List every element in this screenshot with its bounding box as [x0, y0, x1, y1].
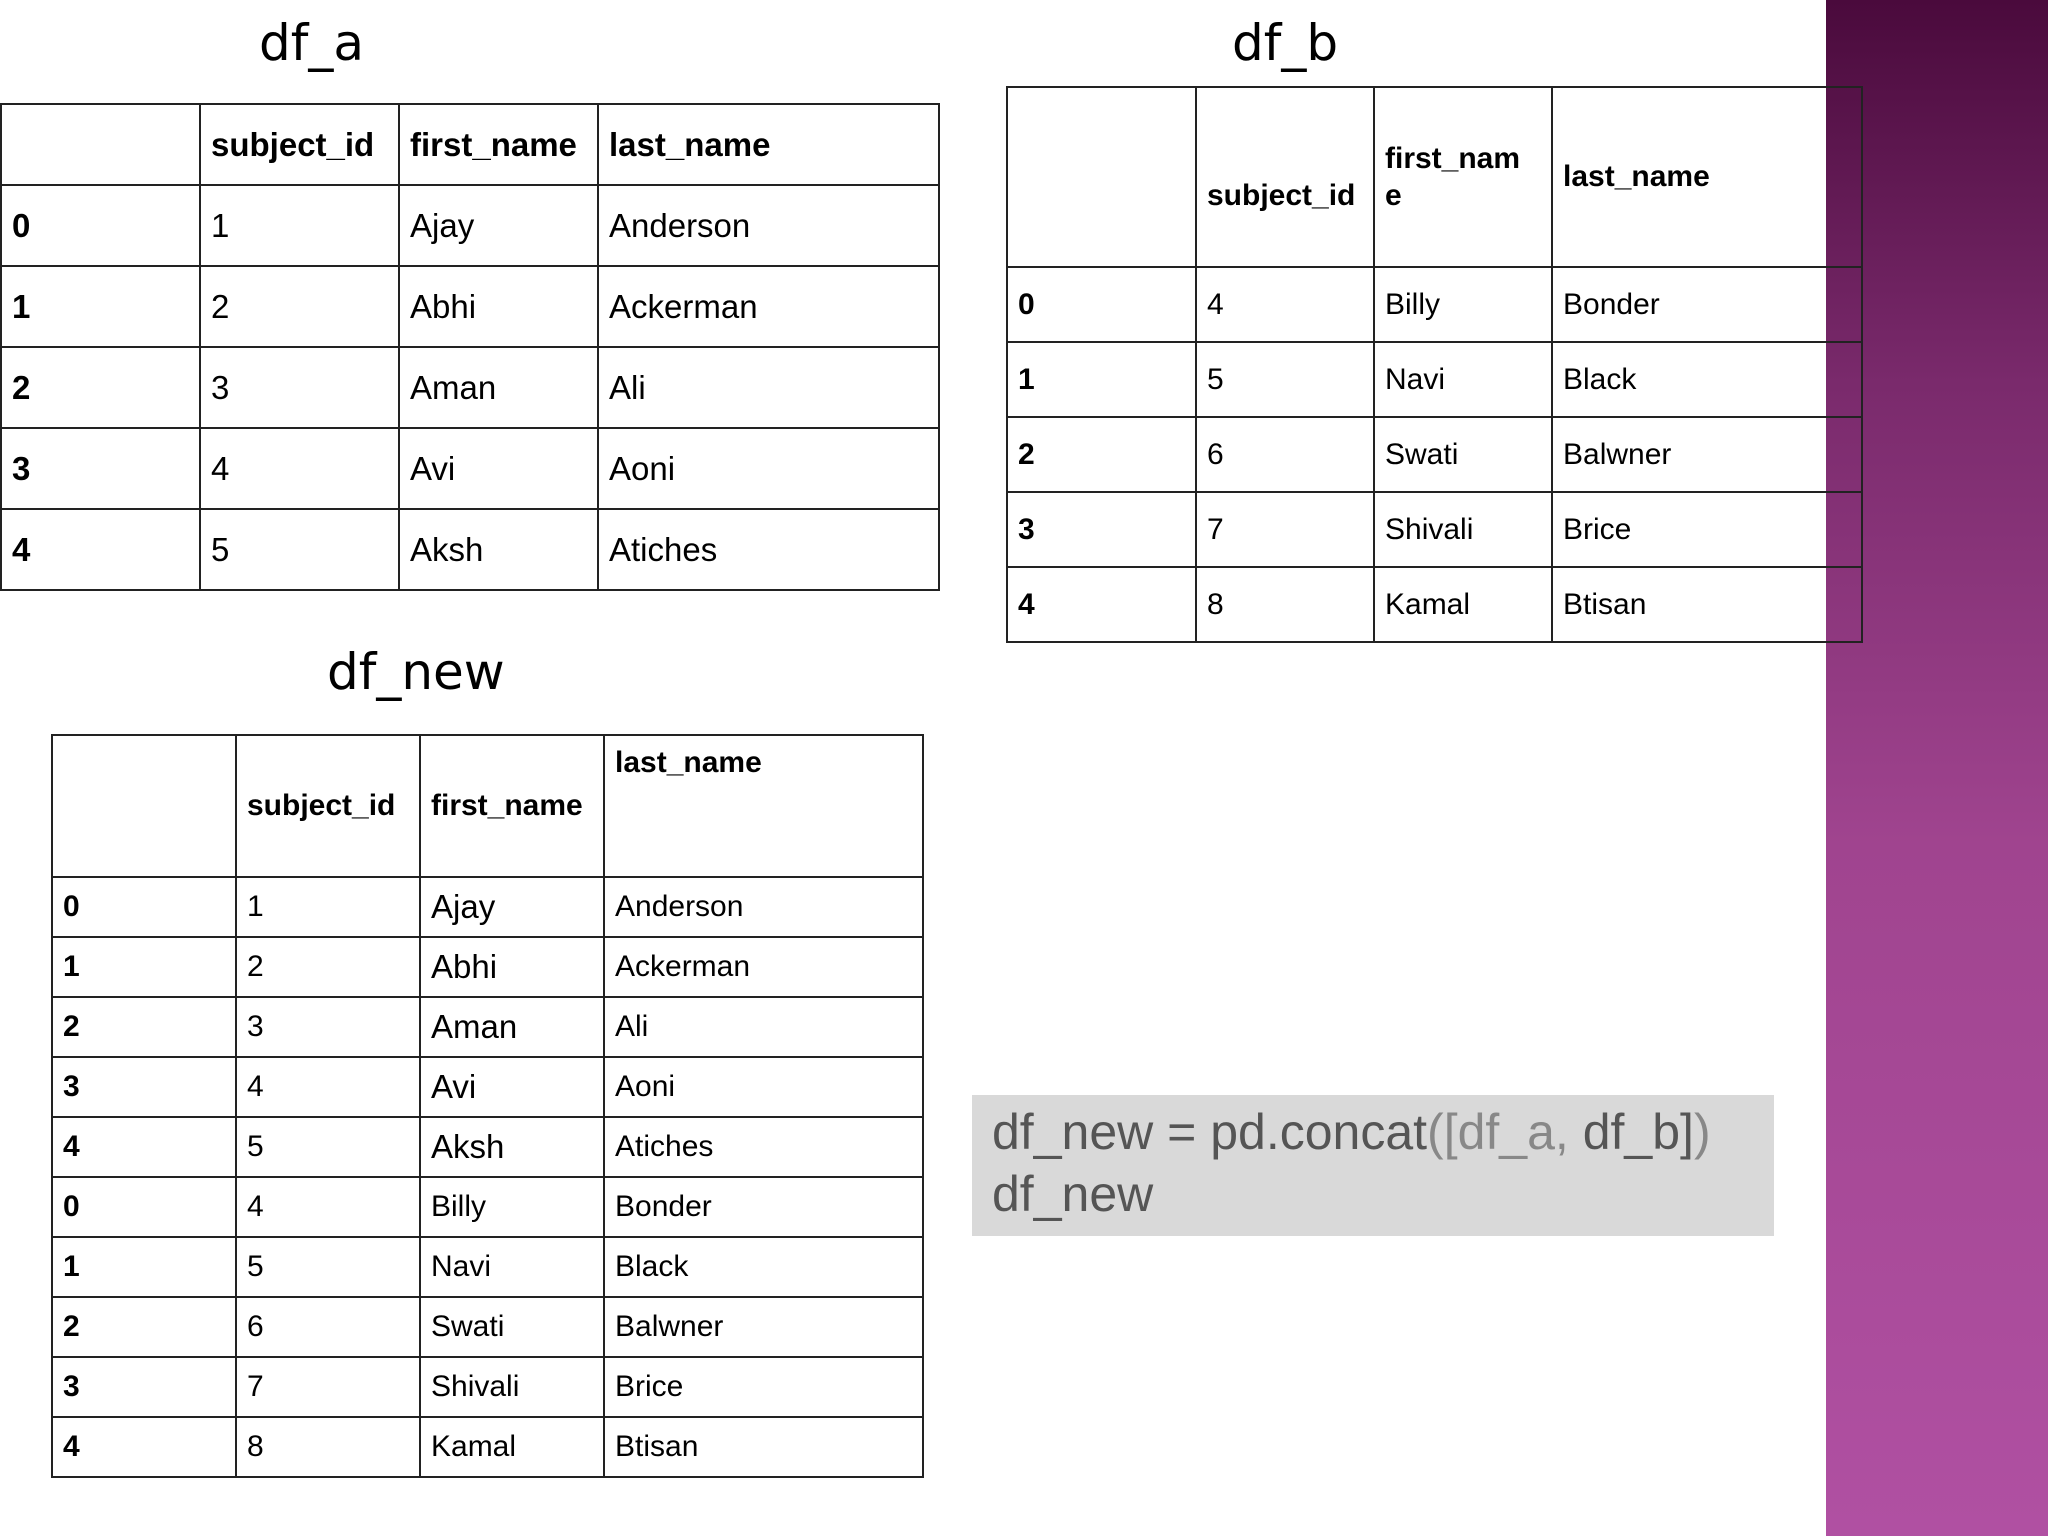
cell-subject-id: 7 [236, 1357, 420, 1417]
df-a-table [0, 103, 940, 591]
cell-last-name: Ali [598, 347, 939, 428]
cell-first-name: Swati [1374, 417, 1552, 492]
cell-subject-id: 3 [236, 997, 420, 1057]
cell-subject-id: 4 [236, 1177, 420, 1237]
header-subject-id: subject_id [200, 104, 399, 185]
cell-last-name: Aoni [604, 1057, 923, 1117]
cell-first-name: Abhi [420, 937, 604, 997]
code-line-2: df_new [992, 1166, 1154, 1222]
header-first-name: first_nam e [1374, 87, 1552, 267]
cell-first-name: Avi [399, 428, 598, 509]
table-row [1, 266, 939, 347]
cell-subject-id: 5 [236, 1237, 420, 1297]
cell-last-name: Ali [604, 997, 923, 1057]
header-first-name: first_name [399, 104, 598, 185]
cell-first-name: Shivali [420, 1357, 604, 1417]
cell-last-name: Atiches [604, 1117, 923, 1177]
cell-subject-id: 7 [1196, 492, 1374, 567]
code-arg-b: df_b] [1582, 1104, 1694, 1160]
header-index [52, 735, 236, 877]
code-line-1 [992, 1101, 1754, 1163]
table-row [1, 509, 939, 590]
cell-index: 3 [1, 428, 200, 509]
cell-first-name: Swati [420, 1297, 604, 1357]
header-last-name: last_name [1552, 87, 1862, 267]
cell-index: 0 [52, 1177, 236, 1237]
cell-last-name: Bonder [1552, 267, 1862, 342]
code-call: df_new = pd.concat [992, 1104, 1428, 1160]
cell-index: 3 [52, 1357, 236, 1417]
table-row [52, 1357, 923, 1417]
table-row [1007, 492, 1862, 567]
cell-index: 1 [1007, 342, 1196, 417]
table-row [52, 1057, 923, 1117]
cell-first-name: Navi [420, 1237, 604, 1297]
cell-last-name: Black [1552, 342, 1862, 417]
table-row [1, 347, 939, 428]
df-b-table [1006, 86, 1863, 643]
cell-subject-id: 5 [1196, 342, 1374, 417]
cell-subject-id: 1 [236, 877, 420, 937]
table-header-row [1007, 87, 1862, 267]
table-row [52, 877, 923, 937]
table-header-row [1, 104, 939, 185]
cell-index: 3 [52, 1057, 236, 1117]
cell-last-name: Atiches [598, 509, 939, 590]
header-first-name: first_name [420, 735, 604, 877]
cell-subject-id: 2 [236, 937, 420, 997]
cell-last-name: Bonder [604, 1177, 923, 1237]
cell-subject-id: 2 [200, 266, 399, 347]
cell-index: 1 [52, 937, 236, 997]
cell-first-name: Shivali [1374, 492, 1552, 567]
cell-last-name: Aoni [598, 428, 939, 509]
cell-first-name: Abhi [399, 266, 598, 347]
table-row [52, 937, 923, 997]
df-a-heading: df_a [259, 14, 364, 72]
cell-last-name: Brice [1552, 492, 1862, 567]
cell-subject-id: 3 [200, 347, 399, 428]
cell-last-name: Brice [604, 1357, 923, 1417]
code-paren-close: ) [1693, 1104, 1711, 1160]
cell-index: 4 [52, 1417, 236, 1477]
cell-first-name: Billy [420, 1177, 604, 1237]
header-subject-id: subject_id [1196, 87, 1374, 267]
cell-index: 2 [52, 1297, 236, 1357]
df-new-heading: df_new [327, 643, 505, 701]
cell-first-name: Ajay [399, 185, 598, 266]
cell-first-name: Ajay [420, 877, 604, 937]
cell-first-name: Navi [1374, 342, 1552, 417]
cell-subject-id: 6 [236, 1297, 420, 1357]
code-arg-a: [df_a [1443, 1104, 1555, 1160]
df-b-heading: df_b [1232, 14, 1339, 72]
cell-index: 2 [1, 347, 200, 428]
code-snippet [972, 1095, 1774, 1236]
cell-index: 0 [1, 185, 200, 266]
table-row [1007, 342, 1862, 417]
cell-index: 3 [1007, 492, 1196, 567]
cell-last-name: Ackerman [604, 937, 923, 997]
cell-first-name: Billy [1374, 267, 1552, 342]
cell-index: 1 [1, 266, 200, 347]
cell-last-name: Black [604, 1237, 923, 1297]
cell-subject-id: 4 [236, 1057, 420, 1117]
cell-first-name: Aksh [399, 509, 598, 590]
cell-last-name: Balwner [604, 1297, 923, 1357]
table-row [52, 997, 923, 1057]
table-row [1007, 417, 1862, 492]
cell-last-name: Ackerman [598, 266, 939, 347]
header-index [1, 104, 200, 185]
table-row [52, 1297, 923, 1357]
header-last-name: last_name [598, 104, 939, 185]
cell-last-name: Balwner [1552, 417, 1862, 492]
cell-index: 0 [1007, 267, 1196, 342]
table-row [52, 1237, 923, 1297]
df-new-table [51, 734, 924, 1478]
header-subject-id: subject_id [236, 735, 420, 877]
cell-first-name: Aman [420, 997, 604, 1057]
cell-index: 0 [52, 877, 236, 937]
cell-subject-id: 6 [1196, 417, 1374, 492]
table-row [52, 1177, 923, 1237]
table-row [52, 1117, 923, 1177]
code-paren-open: ( [1427, 1104, 1444, 1160]
cell-first-name: Aman [399, 347, 598, 428]
cell-subject-id: 4 [1196, 267, 1374, 342]
cell-last-name: Anderson [598, 185, 939, 266]
cell-subject-id: 5 [200, 509, 399, 590]
cell-last-name: Anderson [604, 877, 923, 937]
cell-subject-id: 8 [1196, 567, 1374, 642]
cell-index: 2 [1007, 417, 1196, 492]
table-header-row [52, 735, 923, 877]
cell-first-name: Aksh [420, 1117, 604, 1177]
cell-last-name: Btisan [604, 1417, 923, 1477]
cell-subject-id: 4 [200, 428, 399, 509]
table-row [1, 428, 939, 509]
cell-subject-id: 8 [236, 1417, 420, 1477]
header-index [1007, 87, 1196, 267]
cell-first-name: Kamal [420, 1417, 604, 1477]
header-last-name: last_name [604, 735, 923, 877]
table-row [1, 185, 939, 266]
cell-index: 1 [52, 1237, 236, 1297]
table-row [52, 1417, 923, 1477]
cell-subject-id: 1 [200, 185, 399, 266]
cell-subject-id: 5 [236, 1117, 420, 1177]
table-row [1007, 567, 1862, 642]
code-sep: , [1554, 1104, 1583, 1160]
cell-index: 4 [1, 509, 200, 590]
cell-index: 4 [1007, 567, 1196, 642]
cell-first-name: Kamal [1374, 567, 1552, 642]
cell-first-name: Avi [420, 1057, 604, 1117]
cell-index: 4 [52, 1117, 236, 1177]
cell-last-name: Btisan [1552, 567, 1862, 642]
table-row [1007, 267, 1862, 342]
cell-index: 2 [52, 997, 236, 1057]
